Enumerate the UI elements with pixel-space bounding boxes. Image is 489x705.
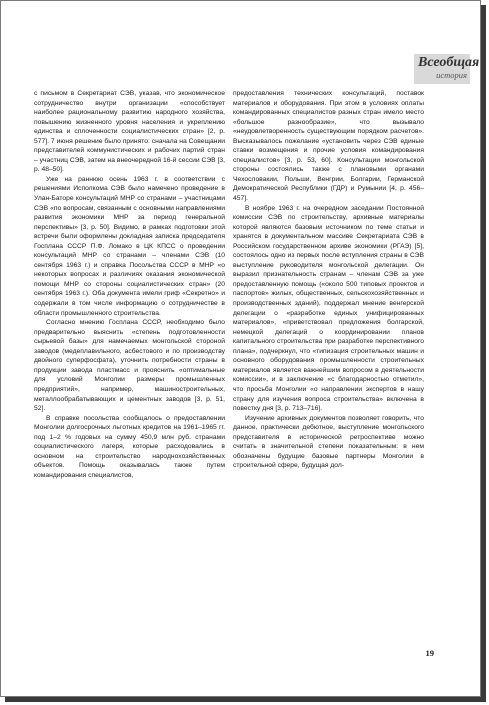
page-number: 19 xyxy=(425,648,434,658)
left-column xyxy=(34,89,225,480)
paragraph: с письмом в Секретариат СЭВ, указав, что экономическое сотрудничество внутри организации «способствует наиболее рациональному развитию народного хозяйства, повышению жизненного уровня населения и укреплению единства и сплоченности социалистических стран» [2, р. 577]. 7 июня решение было принято: сначала на Совещании представителей коммунистических и рабочих партий стран – участниц СЭВ, затем на внеочередной 16-й сессии СЭВ [3, р. 48–50]. xyxy=(34,90,225,174)
right-column xyxy=(233,89,424,471)
paragraph: Уже на раннюю осень 1963 г. в соответствии с решениями Исполкома СЭВ было намечено проведение в Улан-Баторе консультаций МНР со странами – участницами СЭВ «по вопросам, связанным с основными направлениями развития экономики МНР за период генеральной перспективы» [3, р. 50]. Видимо, в рамках подготовки этой встречи были оформлены докладная записка председателя Госплана СССР П.Ф. Ломако в ЦК КПСС о проведении консультаций МНР со странами – членами СЭВ (10 сентября 1963 г.) и справка Посольства СССР в МНР «о некоторых вопросах и различиях оказания экономической помощи МНР со стороны социалистических стран» (20 сентября 1963 г.). Оба документа имели гриф «Секретно» и содержали в том числе информацию о сотрудничестве в области промышленного строительства. xyxy=(34,175,225,317)
journal-logo xyxy=(414,54,480,84)
logo-title: Всеобщая xyxy=(418,55,480,70)
paragraph: В справке посольства сообщалось о предоставлении Монголии долгосрочных льготных кредитов на 1961–1965 гг. под 1–2 % годовых на сумму 450,9 млн руб. странами социалистического лагеря, которые расходовались в основном на строительство народнохозяйственных объектов. Помощь оказывалась также путем командирования специалистов, xyxy=(34,414,225,479)
paragraph: предоставления технических консультаций, поставок материалов и оборудования. При этом в условиях оплаты командированных специалистов разных стран имело место «большое разнообразие», что вызывало «неудовлетворенность существующим порядком расчетов». Высказывалось пожелание «установить через СЭВ единые ставки возмещения и прочие условия командирования специалистов» [3, р. 53, 60]. Консультации монгольской стороны состоялись также с плановыми органами Чехословакии, Польши, Венгрии, Болгарии, Германской Демократической Республики (ГДР) и Румынии [4, р. 456–457]. xyxy=(233,90,424,203)
paragraph: Согласно мнению Госплана СССР, необходимо было предварительно выяснить «степень подготовленности сырьевой базы» для намечаемых монгольской стороной заводов (медеплавильного, асбестового и по производству двойного суперфосфата), уточнить потребности страны в продукции завода пластмасс и прояснить «оптимальные для условий Монголии размеры промышленных предприятий», например, машиностроительных, металлообрабатывающих и цементных заводов [3, р. 51, 52]. xyxy=(34,319,225,413)
logo-subtitle: история xyxy=(436,70,467,80)
paragraph: Изучение архивных документов позволяет говорить, что данное, практически дебютное, выступление монгольского представителя в исторической ретроспективе можно считать в значительной степени показательным: в нем обозначены будущие базовые партнеры Монголии в строительной сфере, будущая дол- xyxy=(233,414,424,470)
paragraph: В ноябре 1963 г. на очередном заседании Постоянной комиссии СЭВ по строительству, архивные материалы которой являются базовым источником по теме статьи и хранятся в документальном массиве Секретариата СЭВ в Российском государственном архиве экономики (РГАЭ) [5], состоялось одно из первых после вступления страны в СЭВ выступление руководителя монгольской делегации. Он выразил признательность странам – членам СЭВ за уже предоставленную помощь («около 500 типовых проектов и паспортов» жилых, общественных, сельскохозяйственных и производственных зданий), поддержал мнение венгерской делегации о «разработке единых унифицированных материалов», «приветствовал предложения болгарской, немецкой делегаций о координировании планов капитального строительства при разработке перспективного плана», подчеркнул, что «типизация строительных машин и основного оборудования промышленности строительных материалов является важнейшим вопросом в деятельности комиссии», и в заключение «с благодарностью отметил», что просьба Монголии «о направлении экспертов в нашу страну для изучения вопроса строительства» включена в повестку дня [3, р. 713–716]. xyxy=(233,204,424,413)
